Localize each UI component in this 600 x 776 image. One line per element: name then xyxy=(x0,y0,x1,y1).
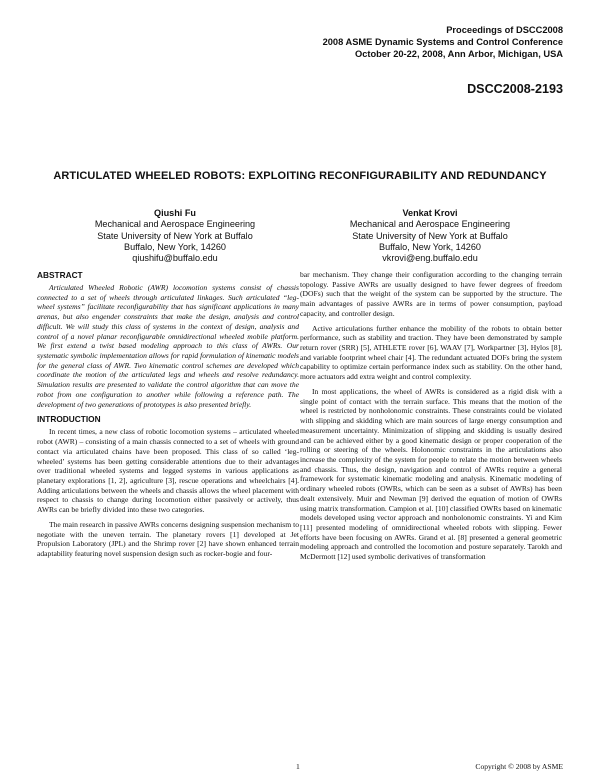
author-name: Venkat Krovi xyxy=(402,208,458,218)
abstract-text: Articulated Wheeled Robotic (AWR) locomotion systems consist of chassis connected to a set of wheels through articulated linkages. Such articulated “leg-wheel systems” facilitate reconfigurability that has significant applications in many arenas, but also engender constraints that make the design, analysis and control difficult. We will study this class of systems in the context of design, analysis and control of a novel planar reconfigurable omnidirectional wheeled mobile platform. We first extend a twist based modeling approach to this class of AWRs. Our systematic symbolic implementation allows for rapid formulation of kinematic models for the general class of AWR. Two kinematic control schemes are developed which coordinate the motion of the articulated legs and wheels and resolve redundancy. Simulation results are presented to validate the control algorithm that can move the robot from one configuration to another while following a reference path. The development of two generations of prototypes is also presented briefly. xyxy=(37,283,299,409)
conference-line: 2008 ASME Dynamic Systems and Control Conference xyxy=(322,37,563,47)
author-name: Qiushi Fu xyxy=(154,208,196,218)
author-city: Buffalo, New York, 14260 xyxy=(379,241,481,252)
right-column xyxy=(300,270,562,567)
proceedings-line: Proceedings of DSCC2008 xyxy=(446,25,563,35)
author-univ: State University of New York at Buffalo xyxy=(352,230,508,241)
copyright-notice: Copyright © 2008 by ASME xyxy=(475,762,563,771)
author-univ: State University of New York at Buffalo xyxy=(97,230,253,241)
body-paragraph-2: Active articulations further enhance the mobility of the robots to obtain better performance, such as stability and traction. They have been demonstrated by sample return rover (SRR) [5], ATHLETE rover [6], WAAV [7], Workpartner [3], Hylos [8], and variable footprint wheel chair [4]. The redundant actuated DOFs bring the system capability to optimize certain performance index such as stability. On the other hand, more actuators add extra weight and control complexity. xyxy=(300,323,562,382)
paper-id: DSCC2008-2193 xyxy=(467,82,563,96)
author-city: Buffalo, New York, 14260 xyxy=(124,241,226,252)
dates-line: October 20-22, 2008, Ann Arbor, Michigan, USA xyxy=(354,49,563,59)
author-dept: Mechanical and Aerospace Engineering xyxy=(349,219,511,230)
conference-header xyxy=(323,24,563,60)
body-paragraph-3: In most applications, the wheel of AWRs is considered as a rigid disk with a single point of contact with the terrain surface. This means that the motion of the wheel is restricted by nonholonomic constraints. These constraints could be violated with slipping and skidding which are main sources of large energy consumption and measurement uncertainty. Minimization of slipping and skidding is usually desired and can be achieved either by a good kinematic design or proper cooperation of the rolling or steering of the wheels. Holonomic constraints in the articulations also increase the complexity of the system for people to relate the motion between wheels and chassis. Thus, the design, navigation and control of AWRs require a general framework for systematic kinematic modeling and analysis. Kinematic modeling of ordinary wheeled robots (OWRs, which can be seen as a subset of AWRs) has been dealt extensively. Muir and Newman [9] derived the equation of motion of OWRs using matrix transformation. Campion et al. [10] classified OWRs based on kinematic models developed using vector approach and nonholonomic constraints. Yi and Kim [11] presented modeling of omnidirectional wheeled robots with slipping. Fewer efforts have been focusing on AWRs. Grand et al. [8] presented a general geometric modeling approach and controlled the locomotion and posture separately. Tarokh and McDermott [12] used symbolic derivatives of transformation xyxy=(300,386,562,562)
author-block-2 xyxy=(290,208,570,264)
author-email: qiushifu@buffalo.edu xyxy=(132,253,218,264)
intro-paragraph-1: In recent times, a new class of robotic locomotion systems – articulated wheeled robot (AWR) – consisting of a main chassis connected to a set of wheels with ground contact via articulated chains have been proposed. This class of so called ‘leg-wheeled’ systems has been getting considerable attentions due to their advantages over traditional wheeled systems and legged systems in various applications as planetary explorations [1, 2], agriculture [3], rescue operations and wheelchairs [4]. Adding articulations between the wheels and chassis allows the wheel placement with respect to chassis to change during locomotion either passively or actively, thus AWRs can be briefly divided into these two categories. xyxy=(37,427,299,515)
abstract-heading: ABSTRACT xyxy=(37,270,83,280)
paper-title: ARTICULATED WHEELED ROBOTS: EXPLOITING RECONFIGURABILITY AND REDUNDANCY xyxy=(53,170,547,182)
body-paragraph-continued: bar mechanism. They change their configuration according to the changing terrain topology. Passive AWRs are usually designed to have fewer degrees of freedom (DOFs) such that the weight of the system can be supported by the structure. The main advantages of passive AWRs are in terms of power consumption, payload capacity, and controller design. xyxy=(300,270,562,318)
author-block-1 xyxy=(35,208,315,264)
left-column xyxy=(37,270,299,564)
author-email: vkrovi@eng.buffalo.edu xyxy=(382,253,478,264)
intro-paragraph-2: The main research in passive AWRs concerns designing suspension mechanism to negotiate with the uneven terrain. The planetary rovers [1] developed at Jet Propulsion Laboratory (JPL) and the Shrimp rover [2] have shown enhanced terrain adaptability featuring novel suspension design such as rocker-bogie and four- xyxy=(37,519,299,558)
introduction-heading: INTRODUCTION xyxy=(37,414,101,425)
page-number: 1 xyxy=(296,762,300,771)
author-dept: Mechanical and Aerospace Engineering xyxy=(94,219,256,230)
